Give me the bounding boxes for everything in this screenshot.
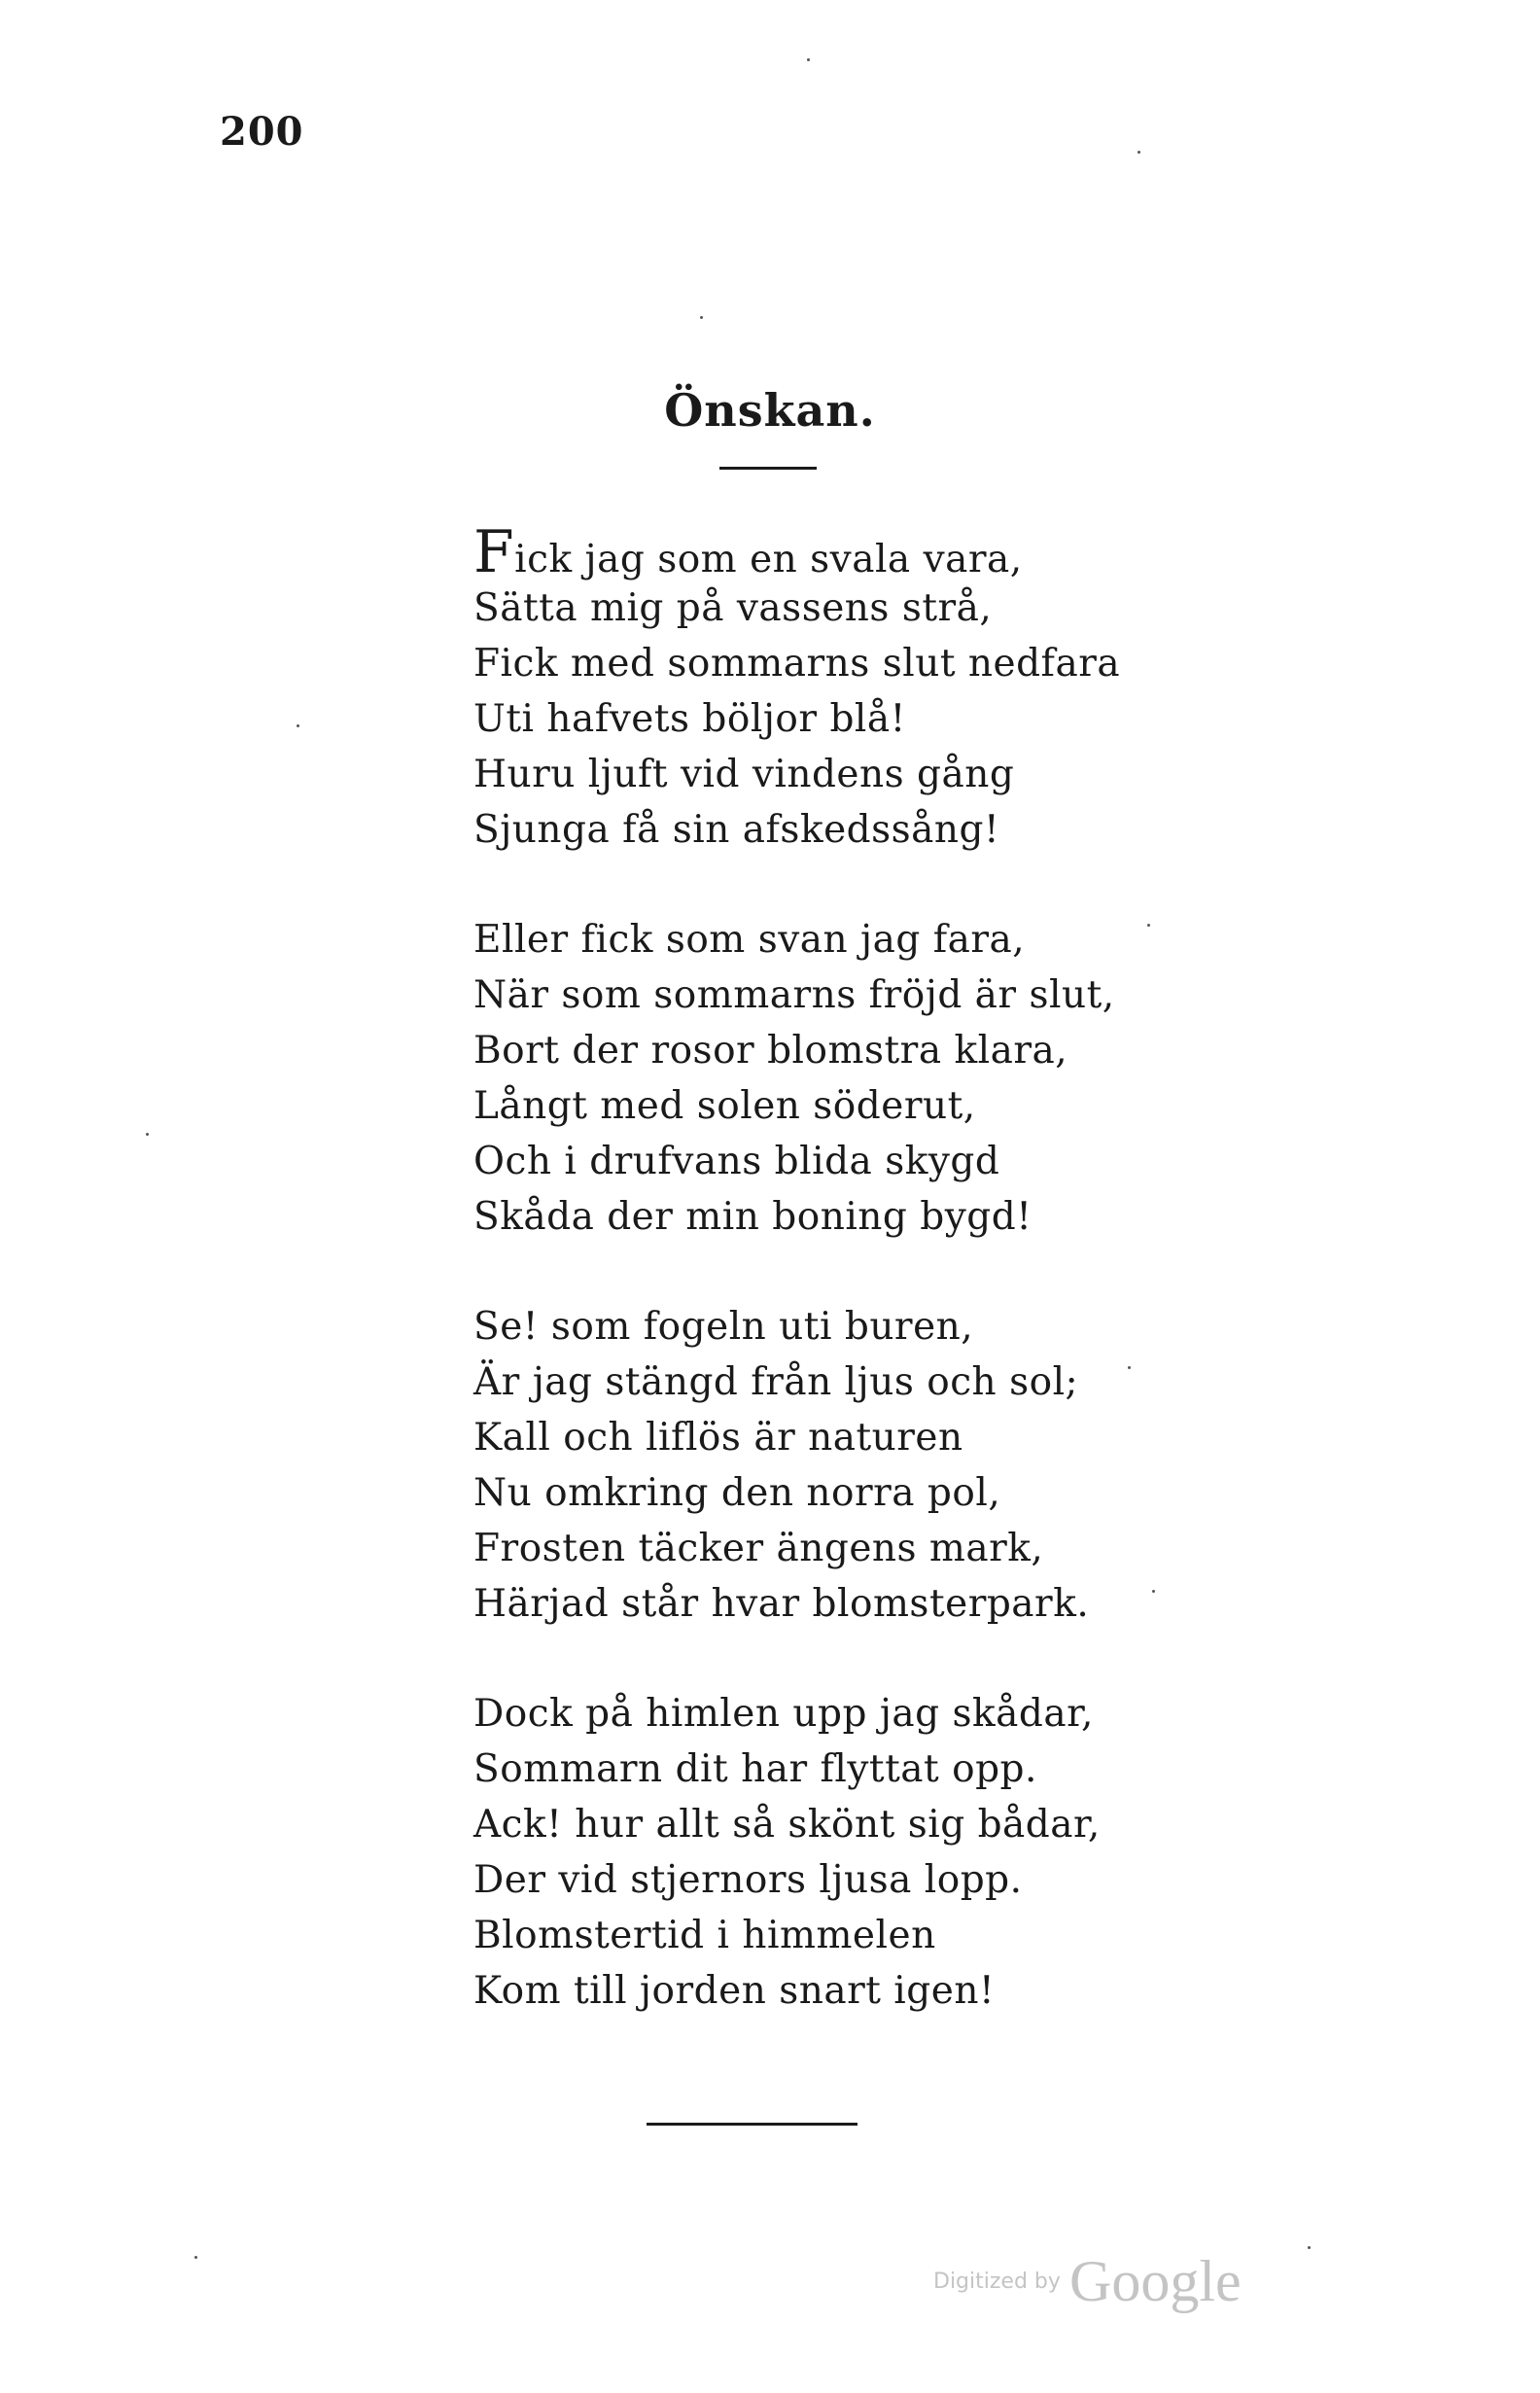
title-rule	[719, 467, 817, 470]
poem-line: Frosten täcker ängens mark,	[473, 1527, 1044, 1570]
poem-line: Långt med solen söderut,	[473, 1084, 976, 1128]
watermark	[933, 2248, 1242, 2315]
scan-speck	[194, 2256, 197, 2259]
poem-line: Härjad står hvar blomsterpark.	[473, 1582, 1090, 1626]
end-rule	[647, 2123, 858, 2126]
poem-line: Sätta mig på vassens strå,	[473, 586, 993, 630]
scan-speck	[807, 58, 810, 61]
poem-line: Är jag stängd från ljus och sol;	[473, 1360, 1079, 1404]
poem-line: Sjunga få sin afskedssång!	[473, 808, 1000, 852]
scan-speck	[1152, 1590, 1155, 1593]
poem-line: Och i drufvans blida skygd	[473, 1140, 1000, 1183]
poem-line: Bort der rosor blomstra klara,	[473, 1029, 1068, 1073]
scan-speck	[1138, 151, 1140, 154]
poem-title: Önskan.	[664, 384, 876, 437]
scan-speck	[1147, 924, 1150, 927]
poem-body	[473, 518, 1173, 2073]
watermark-prefix: Digitized by	[933, 2270, 1061, 2294]
poem-line: Nu omkring den norra pol,	[473, 1471, 1001, 1515]
poem-line: Dock på himlen upp jag skådar,	[473, 1692, 1094, 1736]
scan-speck	[700, 316, 703, 319]
stanza-1	[473, 518, 1173, 858]
page-number: 200	[220, 109, 304, 155]
stanza-4	[473, 1686, 1173, 2019]
poem-line: Der vid stjernors ljusa lopp.	[473, 1858, 1023, 1902]
poem-line: Blomstertid i himmelen	[473, 1914, 936, 1957]
scan-speck	[1128, 1366, 1131, 1369]
poem-line: Uti hafvets böljor blå!	[473, 697, 906, 741]
poem-line: När som sommarns fröjd är slut,	[473, 973, 1115, 1017]
poem-line: Kom till jorden snart igen!	[473, 1969, 996, 2013]
scan-speck	[146, 1133, 149, 1136]
scan-speck	[297, 724, 299, 727]
poem-line: Fick med sommarns slut nedfara	[473, 642, 1121, 686]
poem-line: Sommarn dit har flyttat opp.	[473, 1747, 1037, 1791]
poem-line: Se! som fogeln uti buren,	[473, 1305, 974, 1349]
poem-line: Fick jag som en svala vara,	[473, 518, 1023, 586]
poem-line: Skåda der min boning bygd!	[473, 1195, 1032, 1239]
poem-line: Eller fick som svan jag fara,	[473, 918, 1026, 962]
poem-line: Ack! hur allt så skönt sig bådar,	[473, 1803, 1101, 1847]
stanza-2	[473, 912, 1173, 1245]
stanza-3	[473, 1299, 1173, 1632]
scan-speck	[1308, 2246, 1311, 2249]
poem-line: Huru ljuft vid vindens gång	[473, 753, 1015, 796]
poem-line: Kall och liflös är naturen	[473, 1416, 963, 1460]
google-logo: Google	[1069, 2249, 1242, 2313]
